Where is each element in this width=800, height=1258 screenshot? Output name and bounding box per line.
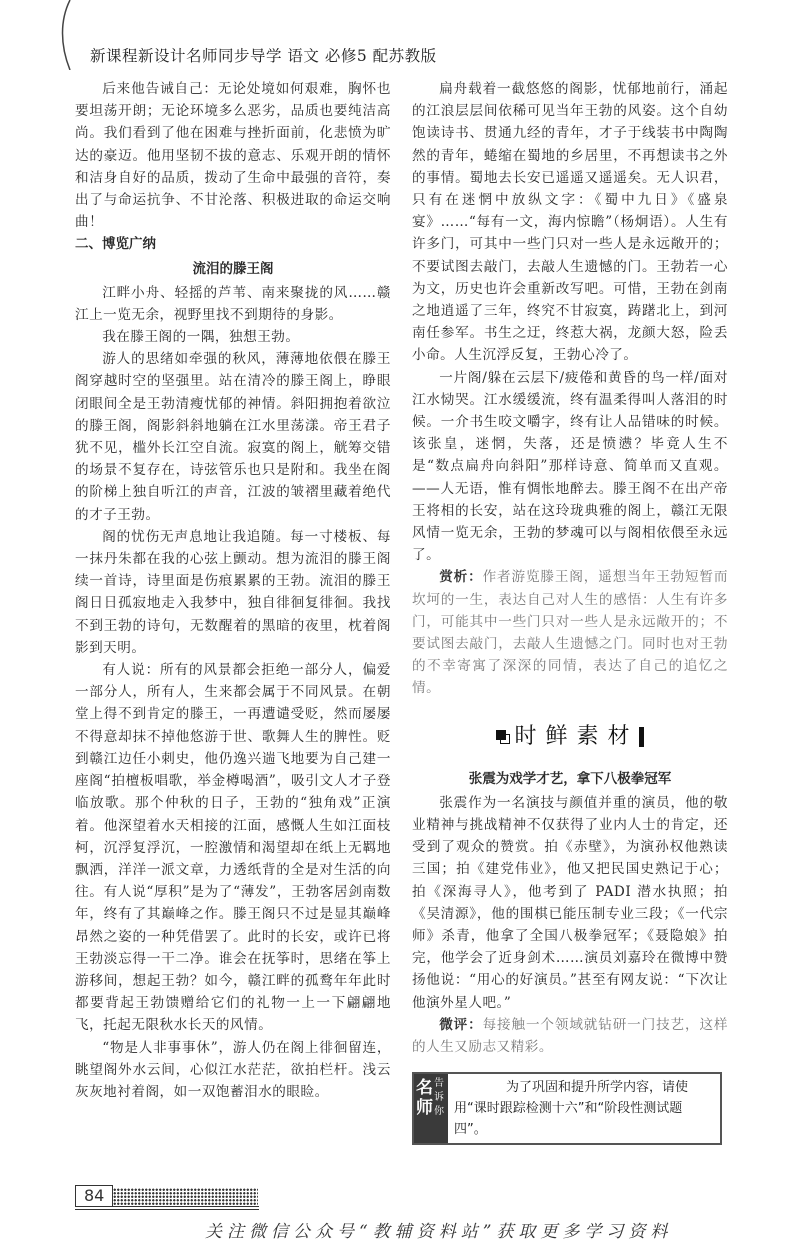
page-number-block (75, 1185, 800, 1206)
teacher-tip-box (412, 1072, 722, 1145)
bar-icon (639, 727, 644, 747)
article-paragraph: “物是人非事事休”，游人仍在阁上徘徊留连，眺望阁外水云间，心似江水茫茫，欲拍栏杆。浅云灰灰地衬着阁，如一双饱蓄泪水的眼睑。 (75, 1039, 391, 1100)
tip-tag-small: 告诉你 (434, 1078, 444, 1118)
article-title: 流泪的滕王阁 (192, 260, 274, 277)
left-column (75, 78, 391, 1103)
right-column (412, 78, 728, 1145)
page-bottom (0, 1185, 800, 1244)
comment-paragraph (412, 1014, 728, 1058)
article-paragraph: 游人的思绪如牵强的秋风，薄薄地依偎在滕王阁穿越时空的坚强里。站在清冷的滕王阁上，睁眼闭眼间全是王勃清瘦忧郁的神情。斜阳拥抱着欲泣的滕王阁，阁影斜斜地躺在江水里荡漾。帝王君子犹不见，槛外长江空自流。寂寞的阁上，觥筹交错的场景不复存在，诗弦管乐也只是附和。我坐在阁的阶梯上独自听江的声音，江波的皱褶里藏着绝代的才子王勃。 (75, 351, 391, 523)
article-paragraph: 江畔小舟、轻摇的芦苇、南来聚拢的风……赣江上一览无余，视野里找不到期待的身影。 (75, 284, 391, 323)
footer-note: 关注微信公众号“教辅资料站”获取更多学习资料 (205, 1222, 673, 1243)
appreciation-label: 赏析： (439, 569, 483, 586)
comment-text: 每接触一个领域就钻研一门技艺，这样的人生又励志又精彩。 (412, 1016, 729, 1055)
columns (0, 78, 800, 1145)
page-number-underline (75, 1206, 259, 1210)
dotted-pattern-decoration (113, 1188, 258, 1206)
article-paragraph: 一片阁/躲在云层下/疲倦和黄昏的鸟一样/面对江水恸哭。江水缓缓流，终有温柔得叫人落泪的时候。一介书生咬文嚼字，终有让人品错味的时候。该张皇，迷惘，失落，还是愤懑？毕竟人生不是“数点扁舟向斜阳”那样诗意、简单而又直观。——人无语，惟有惆怅地醉去。滕王阁不在出产帝王将相的长安，站在这玲珑典雅的阁上，赣江无限风情一览无余，王勃的梦魂可以与阁相依偎至永远了。 (412, 369, 728, 564)
page-number: 84 (75, 1185, 113, 1206)
feature-heading (412, 722, 728, 752)
tip-tag-big: 名师 (416, 1078, 433, 1119)
header-bracket-decoration (58, 0, 76, 70)
feature-title: 张震为戏学才艺，拿下八极拳冠军 (468, 770, 672, 787)
comment-label: 微评： (439, 1016, 483, 1033)
article-paragraph: 扁舟载着一截悠悠的阁影，忧郁地前行，涌起的江浪层层间依稀可见当年王勃的风姿。这个自幼饱读诗书、贯通九经的青年，才子于线装书中陶陶然的青年，蜷缩在蜀地的乡居里，不再想读书之外的事情。蜀地去长安已遥遥又遥遥矣。无人识君，只有在迷惘中放纵文字：《蜀中九日》《盛泉宴》……“每有一文，海内惊瞻”（杨炯语）。人生有许多门，可其中一些门只对一些人是永远敞开的；不要试图去敲门，去敲人生遗憾的门。王勃若一心为文，历史也许会重新改写吧。可惜，王勃在剑南之地逍遥了三年，终究不甘寂寞，踌躇北上，到河南任参军。书生之迂，终惹大祸，龙颜大怒，险丢小命。人生沉浮反复，王勃心冷了。 (412, 81, 728, 364)
feature-heading-text: 时鲜素材 (514, 723, 639, 749)
section-heading: 二、博览广纳 (75, 236, 156, 253)
square-bullet-icon (496, 730, 510, 744)
page-top (0, 0, 800, 78)
article-paragraph: 我在滕王阁的一隅，独想王勃。 (102, 329, 300, 346)
tip-text: 为了巩固和提升所学内容，请使用“课时跟踪检测十六”和“阶段性测试题四”。 (454, 1080, 689, 1138)
appreciation-text: 作者游览滕王阁，遥想当年王勃短暂而坎坷的一生，表达自己对人生的感悟：人生有许多门，可能其中一些门只对一些人是永远敞开的；不要试图去敲门，去敲人生遗憾之门。同时也对王勃的不幸寄寓了深深的同情，表达了自己的追忆之情。 (412, 569, 729, 697)
teacher-tip-tag (414, 1074, 448, 1143)
article-paragraph: 有人说：所有的风景都会拒绝一部分人，偏爱一部分人，所有人，生来都会属于不同风景。在朝堂上得不到肯定的滕王，一再遭谴受贬，然而屡屡不得意却抹不掉他悠游于世、歌舞人生的脾性。贬到赣江边任小刺史，他仍逸兴遄飞地要为自己建一座阁“拍檀板唱歌，举金樽喝酒”，吸引文人才子登临放歌。那个仲秋的日子，王勃的“独角戏”正演着。他深望着水天相接的江面，感慨人生如江面枝柯，沉浮复浮沉，一腔激情和渴望却在纸上无羁地飘洒，洋洋一派文章，力透纸背的全是对生活的向往。有人说“厚积”是为了“薄发”，王勃客居剑南数年，终有了其巅峰之作。滕王阁只不过是显其巅峰昂然之姿的一种凭借罢了。此时的长安，或许已将王勃淡忘得一干二净。谁会在抚筝时，思绪在筝上游移间，想起王勃？如今，赣江畔的孤鹜年年此时都要背起王勃馈赠给它们的礼物一上一下翩翩地飞，托起无限秋水长天的风情。 (75, 662, 391, 1034)
appreciation-paragraph (412, 566, 728, 699)
intro-paragraph: 后来他告诫自己：无论处境如何艰难，胸怀也要坦荡开朗；无论环境多么恶劣，品质也要纯洁高尚。我们看到了他在困难与挫折面前，化悲愤为旷达的豪迈。他用坚韧不拔的意志、乐观开朗的情怀和洁身自好的品质，拨动了生命中最强的音符，奏出了与命运抗争、不甘沦落、积极进取的命运交响曲！ (75, 81, 391, 231)
feature-paragraph: 张震作为一名演技与颜值并重的演员，他的敬业精神与挑战精神不仅获得了业内人士的肯定，还受到了观众的赞赏。拍《赤壁》，为演孙权他熟读三国；拍《建党伟业》，他又把民国史熟记于心；拍《深海寻人》，他考到了 PADI 潜水执照；拍《吴清源》，他的围棋已能压制专业三段；《一代宗师》杀青，他拿了全国八极拳冠军；《聂隐娘》拍完，他学会了近身剑术……演员刘嘉玲在微博中赞扬他说：“用心的好演员。”甚至有网友说：“下次让他演外星人吧。” (412, 794, 728, 1011)
book-header-title: 新课程新设计名师同步导学 语文 必修5 配苏教版 (90, 47, 437, 65)
article-paragraph: 阁的忧伤无声息地让我追随。每一寸楼板、每一抹丹朱都在我的心弦上颤动。想为流泪的滕王阁续一首诗，诗里面是伤痕累累的王勃。流泪的滕王阁日日孤寂地走入我梦中，独自徘徊复徘徊。我找不到王勃的诗句，无数醒着的黑暗的夜里，枕着阁影到天明。 (75, 528, 391, 656)
